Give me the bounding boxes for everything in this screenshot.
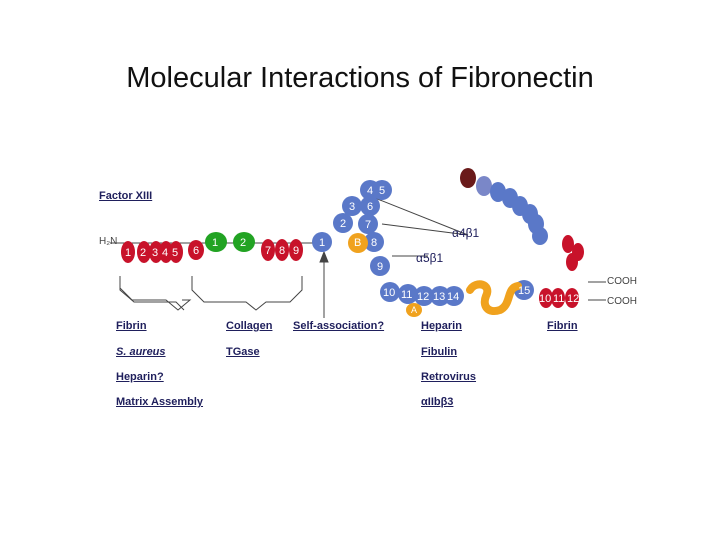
mod-num-2: 2: [140, 247, 147, 259]
type3-num-6: 6: [367, 201, 374, 213]
extra-a-label: A: [411, 305, 418, 315]
type3-num-15: 15: [518, 285, 531, 297]
mod-num-9: 9: [293, 245, 300, 257]
variable-region: [470, 284, 518, 311]
type3-num-12: 12: [417, 291, 430, 303]
col1-item-1: Fibrin: [116, 320, 147, 332]
c-term-num-10: 10: [539, 293, 552, 305]
mod-num-4: 4: [162, 247, 169, 259]
col1-item-2: S. aureus: [116, 346, 166, 358]
type3-num-14: 14: [447, 291, 460, 303]
type3-num-13: 13: [433, 291, 446, 303]
type3-num-2: 2: [340, 218, 347, 230]
extra-b-label: B: [354, 237, 362, 249]
col3-item-1: Self-association?: [293, 320, 385, 332]
col4-item-4: αIIbβ3: [421, 396, 454, 408]
type3-num-4: 4: [367, 185, 374, 197]
type3-num-7: 7: [365, 219, 372, 231]
a4b1-label: α4β1: [452, 226, 480, 240]
mod-num-6: 6: [193, 245, 200, 257]
col1-item-4: Matrix Assembly: [116, 396, 204, 408]
type3-num-3: 3: [349, 201, 356, 213]
type2-num-2: 2: [240, 237, 247, 249]
type3-num-10: 10: [383, 287, 396, 299]
col1-item-3: Heparin?: [116, 371, 164, 383]
h2n-label: H₂N: [99, 236, 118, 247]
type2-num-1: 1: [212, 237, 219, 249]
mod-num-7: 7: [265, 245, 272, 257]
c-term-num-12: 12: [567, 293, 580, 305]
type3-num-5: 5: [379, 185, 386, 197]
cooh-label-1: COOH: [607, 276, 637, 287]
type3-c-term-chain: [460, 168, 584, 271]
mod-num-8: 8: [279, 245, 286, 257]
type3-num-9: 9: [377, 261, 384, 273]
mod-num-1: 1: [125, 247, 132, 259]
type3-num-1: 1: [319, 237, 326, 249]
col4-item-3: Retrovirus: [421, 371, 477, 383]
cooh-label-2: COOH: [607, 296, 637, 307]
col2-item-1: Collagen: [226, 320, 273, 332]
mod-num-5: 5: [172, 247, 179, 259]
type3-num-8: 8: [371, 237, 378, 249]
col4-item-1: Heparin: [421, 320, 462, 332]
a5b1-label: α5β1: [416, 251, 444, 265]
type3-num-11: 11: [401, 289, 413, 301]
col2-item-2: TGase: [226, 346, 260, 358]
slide-title: Molecular Interactions of Fibronectin: [126, 62, 594, 94]
col4-item-2: Fibulin: [421, 346, 458, 358]
mod-num-3: 3: [152, 247, 159, 259]
c-term-num-11: 11: [553, 293, 565, 305]
col5-item-1: Fibrin: [547, 320, 578, 332]
factor-xiii-label: Factor XIII: [99, 190, 153, 202]
